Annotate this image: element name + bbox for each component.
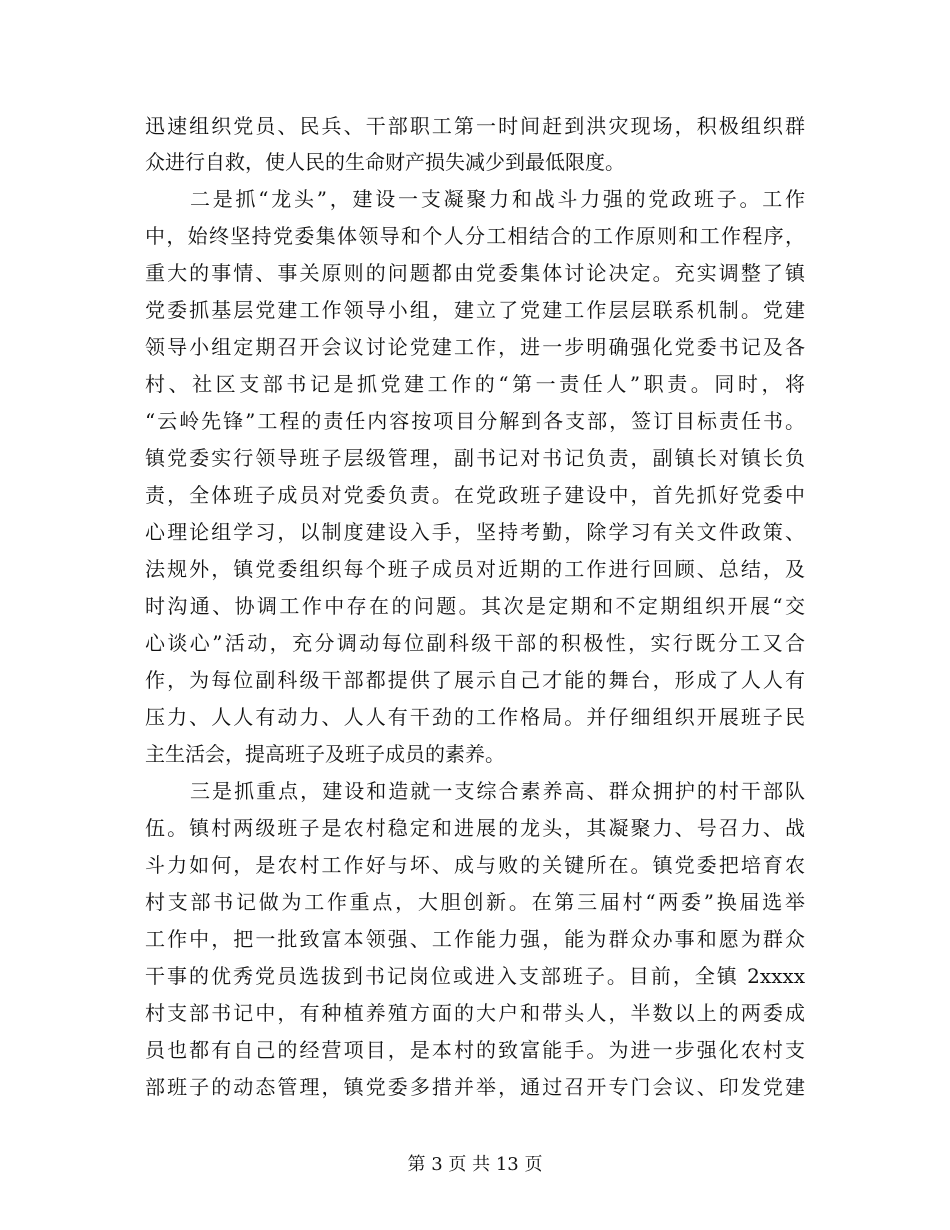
text-line: 主生活会，提高班子及班子成员的素养。 bbox=[145, 742, 505, 766]
page-number-footer: 第 3 页 共 13 页 bbox=[407, 1154, 543, 1175]
text-line: 法规外，镇党委组织每个班子成员对近期的工作进行回顾、总结，及 bbox=[145, 557, 805, 581]
text-line: 村支部书记中，有种植养殖方面的大户和带头人，半数以上的两委成 bbox=[145, 1001, 805, 1025]
text-line: 作，为每位副科级干部都提供了展示自己才能的舞台，形成了人人有 bbox=[145, 668, 805, 692]
text-line: 镇党委实行领导班子层级管理，副书记对书记负责，副镇长对镇长负 bbox=[145, 446, 805, 470]
text-line: 责，全体班子成员对党委负责。在党政班子建设中，首先抓好党委中 bbox=[145, 483, 805, 507]
text-line: 时沟通、协调工作中存在的问题。其次是定期和不定期组织开展“交 bbox=[145, 594, 805, 618]
text-line: 工作中，把一批致富本领强、工作能力强，能为群众办事和愿为群众 bbox=[145, 927, 805, 951]
text-line: 心谈心”活动，充分调动每位副科级干部的积极性，实行既分工又合 bbox=[145, 631, 805, 655]
text-line: 员也都有自己的经营项目，是本村的致富能手。为进一步强化农村支 bbox=[145, 1038, 805, 1062]
text-line: 干事的优秀党员选拔到书记岗位或进入支部班子。目前，全镇 2xxxx bbox=[145, 964, 805, 988]
text-line: 领导小组定期召开会议讨论党建工作，进一步明确强化党委书记及各 bbox=[145, 335, 805, 359]
text-line: 伍。镇村两级班子是农村稳定和进展的龙头，其凝聚力、号召力、战 bbox=[145, 816, 805, 840]
text-line: 部班子的动态管理，镇党委多措并举，通过召开专门会议、印发党建 bbox=[145, 1075, 805, 1099]
text-line: 心理论组学习，以制度建设入手，坚持考勤，除学习有关文件政策、 bbox=[145, 520, 805, 544]
text-line: “云岭先锋”工程的责任内容按项目分解到各支部，签订目标责任书。 bbox=[145, 409, 805, 433]
text-line: 重大的事情、事关原则的问题都由党委集体讨论决定。充实调整了镇 bbox=[145, 261, 805, 285]
text-line: 党委抓基层党建工作领导小组，建立了党建工作层层联系机制。党建 bbox=[145, 298, 805, 322]
text-line: 压力、人人有动力、人人有干劲的工作格局。并仔细组织开展班子民 bbox=[145, 705, 805, 729]
text-line: 二是抓“龙头”，建设一支凝聚力和战斗力强的党政班子。工作 bbox=[190, 187, 805, 211]
text-line: 斗力如何，是农村工作好与坏、成与败的关键所在。镇党委把培育农 bbox=[145, 853, 805, 877]
text-line: 迅速组织党员、民兵、干部职工第一时间赶到洪灾现场，积极组织群 bbox=[145, 114, 805, 138]
text-line: 众进行自救，使人民的生命财产损失减少到最低限度。 bbox=[145, 150, 625, 174]
text-line: 三是抓重点，建设和造就一支综合素养高、群众拥护的村干部队 bbox=[190, 779, 805, 803]
text-line: 中，始终坚持党委集体领导和个人分工相结合的工作原则和工作程序， bbox=[145, 224, 805, 248]
text-line: 村、社区支部书记是抓党建工作的“第一责任人”职责。同时，将 bbox=[145, 372, 805, 396]
text-line: 村支部书记做为工作重点，大胆创新。在第三届村“两委”换届选举 bbox=[145, 890, 805, 914]
